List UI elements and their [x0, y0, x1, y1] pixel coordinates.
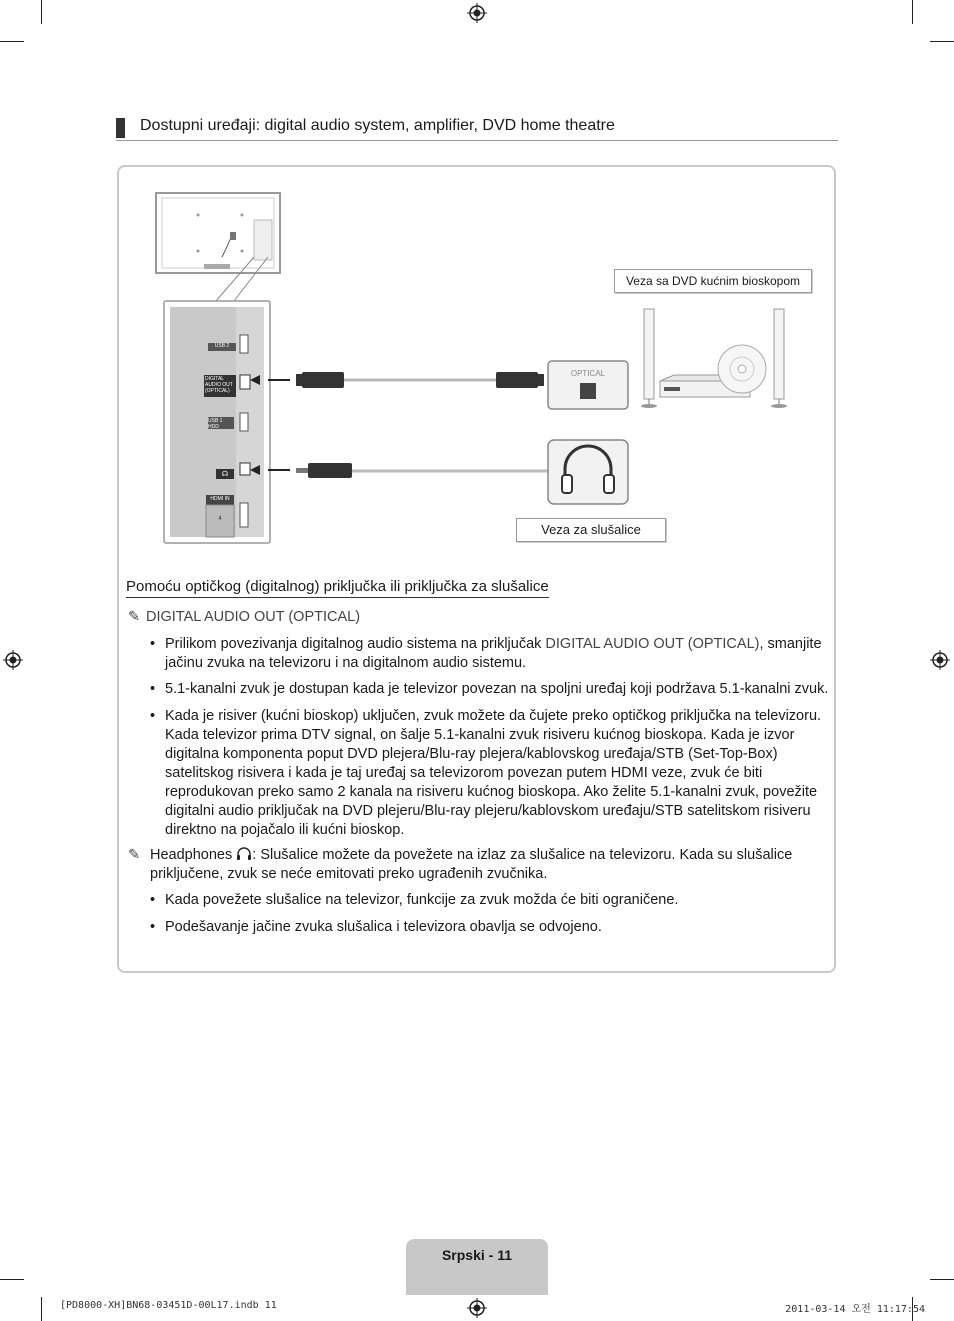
registration-mark-icon [3, 650, 23, 670]
bullet-text: , smanjite jačinu zvuka na televizoru i na digitalnom audio sistemu. [165, 636, 822, 671]
crop-mark [930, 1279, 954, 1280]
imprint-file: [PD8000-XH]BN68-03451D-00L17.indb 11 [60, 1300, 277, 1311]
panel-headphone-icon: ☊ [221, 471, 229, 478]
bullet-text: Kada povežete slušalice na televizor, funkcije za zvuk možda će biti ograničene. [165, 892, 679, 908]
panel-label-hdmi-number: 4 [218, 516, 222, 522]
crop-mark [930, 41, 954, 42]
diagram-drawing [150, 185, 810, 555]
note-title: DIGITAL AUDIO OUT (OPTICAL) [146, 609, 361, 625]
bullet-text: Podešavanje jačine zvuka slušalica i televizora obavlja se odvojeno. [165, 919, 602, 935]
headphones-connection-label: Veza za slušalice [516, 518, 666, 542]
bullet-dot: • [150, 892, 156, 908]
list-item [150, 707, 849, 840]
note-text: : Slušalice možete da povežete na izlaz za slušalice na televizoru. Kada su slušalice priključene, zvuk se neće emitovati preko ugrađenih zvučnika. [150, 847, 793, 882]
crop-mark [0, 41, 24, 42]
bullet-dot: • [150, 636, 156, 652]
list-item [150, 891, 849, 910]
section-title: Dostupni uređaji: digital audio system, amplifier, DVD home theatre [140, 117, 615, 134]
imprint-date: 2011-03-14 오전 11:17:54 [785, 1304, 925, 1315]
section-rule [116, 140, 838, 141]
panel-label-hdmi: HDMI IN [210, 496, 230, 502]
bullet-dot: • [150, 919, 156, 935]
bullet-highlight: DIGITAL AUDIO OUT (OPTICAL) [545, 636, 760, 652]
bullet-text: Kada je risiver (kućni bioskop) uključen, zvuk možete da čujete preko optičkog priključka na televizoru. Kada televizor prima DTV signal, on šalje 5.1-kanalni zvuk risiveru kućnog bioskopa. Kada je izvor digitalna komponenta poput DVD plejera/Blu-ray plejera/kablovskog uređaja/STB (Set-Top-Box) satelitskog risivera i kada je taj uređaj sa televizorom povezan putem HDMI veze, zvuk će biti reprodukovan preko samo 2 kanala na risiveru kućnog bioskopa. Ako želite 5.1-kanalni zvuk, povežite digitalni audio priključak na DVD plejeru/Blu-ray plejeru/kablovskom uređaju/STB satelitskom risiveru direktno na pojačalo ili kućni bioskop. [165, 708, 822, 838]
crop-mark [912, 0, 913, 24]
bullet-dot: • [150, 681, 156, 697]
bullet-text: 5.1-kanalni zvuk je dostupan kada je televizor povezan na spoljni uređaj koji podržava 5.1-kanalni zvuk. [165, 681, 829, 697]
home-theatre-illustration [641, 309, 787, 408]
note-headphones [128, 846, 818, 884]
bullet-dot: • [150, 708, 156, 724]
crop-mark [41, 1297, 42, 1321]
dvd-connection-label: Veza sa DVD kućnim bioskopom [614, 269, 812, 293]
panel-label-digital-audio-out: DIGITAL AUDIO OUT (OPTICAL) [205, 376, 233, 394]
registration-mark-icon [467, 1298, 487, 1318]
bullet-text: Prilikom povezivanja digitalnog audio sistema na priključak [165, 636, 546, 652]
note-digital-audio-out [128, 608, 838, 627]
subheading: Pomoću optičkog (digitalnog) priključka ili priključka za slušalice [126, 578, 549, 598]
optical-label: OPTICAL [570, 369, 606, 378]
list-item [150, 918, 849, 937]
list-item [150, 635, 849, 673]
headphones-box [548, 440, 628, 504]
list-item [150, 680, 849, 699]
headphones-icon [236, 847, 252, 861]
section-marker [116, 118, 125, 138]
note-pencil-icon: ✎ [128, 609, 141, 625]
registration-mark-icon [467, 3, 487, 23]
crop-mark [0, 1279, 24, 1280]
note-pencil-icon: ✎ [128, 847, 141, 863]
page-number: Srpski - 11 [441, 1247, 513, 1263]
crop-mark [41, 0, 42, 24]
note-title: Headphones [150, 847, 233, 863]
registration-mark-icon [930, 650, 950, 670]
panel-label-usb1: USB 1 HDD [208, 418, 223, 430]
panel-label-usb2: USB 2 [214, 343, 230, 349]
connection-diagram [150, 185, 810, 555]
